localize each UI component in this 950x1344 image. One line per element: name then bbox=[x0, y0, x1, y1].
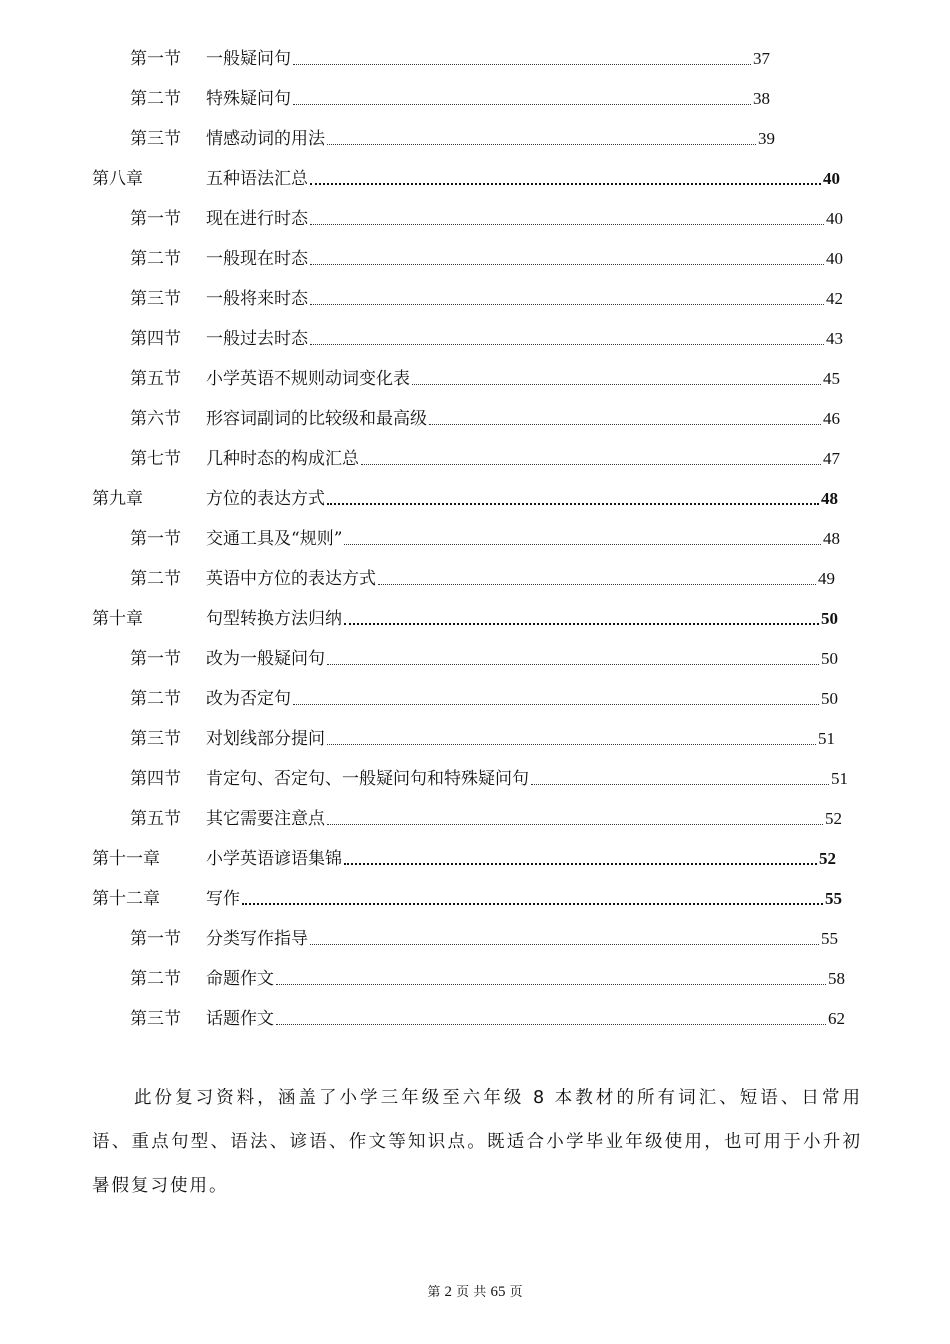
toc-section-row[interactable] bbox=[130, 122, 775, 150]
toc-leader-dots bbox=[293, 64, 751, 65]
toc-page-number: 62 bbox=[828, 1009, 845, 1028]
toc-title: 对划线部分提问 bbox=[206, 729, 325, 749]
toc-title: 其它需要注意点 bbox=[206, 809, 325, 829]
toc-label: 第五节 bbox=[130, 369, 181, 389]
toc-label: 第十章 bbox=[92, 609, 143, 629]
toc-page-number: 40 bbox=[826, 249, 843, 268]
toc-section-row[interactable] bbox=[130, 522, 840, 550]
toc-section-row[interactable] bbox=[130, 682, 838, 710]
toc-section-row[interactable] bbox=[130, 322, 843, 350]
toc-title: 一般疑问句 bbox=[206, 49, 291, 69]
toc-page-number: 38 bbox=[753, 89, 770, 108]
toc-section-row[interactable] bbox=[130, 922, 838, 950]
toc-label: 第十一章 bbox=[92, 849, 160, 869]
toc-section-row[interactable] bbox=[130, 362, 840, 390]
toc-page-number: 52 bbox=[819, 849, 836, 868]
toc-title: 方位的表达方式 bbox=[206, 489, 325, 509]
intro-paragraph: 此份复习资料，涵盖了小学三年级至六年级 8 本教材的所有词汇、短语、日常用语、重点句型、语法、谚语、作文等知识点。既适合小学毕业年级使用，也可用于小升初暑假复习使用。 bbox=[92, 1088, 862, 1196]
toc-page-number: 49 bbox=[818, 569, 835, 588]
toc-title: 交通工具及“规则” bbox=[206, 529, 343, 549]
toc-title: 改为一般疑问句 bbox=[206, 649, 325, 669]
toc-label: 第二节 bbox=[130, 969, 181, 989]
toc-leader-dots bbox=[310, 264, 824, 265]
toc-leader-dots bbox=[531, 784, 829, 785]
toc-page-number: 40 bbox=[826, 209, 843, 228]
toc-page-number: 48 bbox=[823, 529, 840, 548]
toc-leader-dots bbox=[327, 664, 819, 665]
toc-chapter-row[interactable] bbox=[92, 162, 840, 190]
toc-label: 第一节 bbox=[130, 209, 181, 229]
toc-leader-dots bbox=[429, 424, 821, 425]
toc-title: 情感动词的用法 bbox=[206, 129, 325, 149]
toc-label: 第二节 bbox=[130, 689, 181, 709]
toc-section-row[interactable] bbox=[130, 202, 843, 230]
page-footer bbox=[0, 1281, 950, 1301]
toc-label: 第二节 bbox=[130, 249, 181, 269]
toc-label: 第九章 bbox=[92, 489, 143, 509]
toc-page-number: 52 bbox=[825, 809, 842, 828]
toc-label: 第一节 bbox=[130, 529, 181, 549]
toc-section-row[interactable] bbox=[130, 562, 835, 590]
toc-label: 第三节 bbox=[130, 729, 181, 749]
toc-leader-dots bbox=[310, 344, 824, 345]
toc-leader-dots bbox=[327, 503, 819, 505]
toc-title: 一般将来时态 bbox=[206, 289, 308, 309]
toc-leader-dots bbox=[327, 744, 816, 745]
toc-section-row[interactable] bbox=[130, 42, 770, 70]
toc-label: 第一节 bbox=[130, 929, 181, 949]
toc-leader-dots bbox=[293, 104, 751, 105]
toc-leader-dots bbox=[344, 544, 821, 545]
toc-title: 肯定句、否定句、一般疑问句和特殊疑问句 bbox=[206, 769, 529, 789]
footer-prefix: 第 bbox=[427, 1285, 441, 1300]
toc-leader-dots bbox=[310, 183, 821, 185]
toc-label: 第三节 bbox=[130, 1009, 181, 1029]
toc-leader-dots bbox=[344, 863, 817, 865]
toc-leader-dots bbox=[378, 584, 816, 585]
toc-page-number: 50 bbox=[821, 689, 838, 708]
toc-section-row[interactable] bbox=[130, 82, 770, 110]
toc-leader-dots bbox=[327, 824, 823, 825]
toc-page-number: 46 bbox=[823, 409, 840, 428]
toc-title: 分类写作指导 bbox=[206, 929, 308, 949]
toc-leader-dots bbox=[310, 224, 824, 225]
toc-title: 五种语法汇总 bbox=[206, 169, 308, 189]
toc-leader-dots bbox=[327, 144, 756, 145]
toc-label: 第二节 bbox=[130, 569, 181, 589]
toc-title: 小学英语谚语集锦 bbox=[206, 849, 342, 869]
toc-page-number: 50 bbox=[821, 609, 838, 628]
footer-suffix: 页 bbox=[509, 1285, 523, 1300]
toc-page-number: 40 bbox=[823, 169, 840, 188]
toc-page-number: 47 bbox=[823, 449, 840, 468]
toc-section-row[interactable] bbox=[130, 402, 840, 430]
footer-middle: 页 共 bbox=[456, 1285, 487, 1300]
toc-chapter-row[interactable] bbox=[92, 882, 842, 910]
toc-label: 第四节 bbox=[130, 769, 181, 789]
toc-leader-dots bbox=[412, 384, 821, 385]
toc-section-row[interactable] bbox=[130, 762, 848, 790]
footer-page-number: 2 bbox=[444, 1284, 453, 1300]
toc-label: 第一节 bbox=[130, 49, 181, 69]
toc-leader-dots bbox=[242, 903, 823, 905]
toc-section-row[interactable] bbox=[130, 1002, 845, 1030]
footer-total-pages: 65 bbox=[490, 1284, 506, 1300]
toc-title: 命题作文 bbox=[206, 969, 274, 989]
toc-title: 英语中方位的表达方式 bbox=[206, 569, 376, 589]
toc-page-number: 51 bbox=[818, 729, 835, 748]
toc-label: 第十二章 bbox=[92, 889, 160, 909]
toc-label: 第三节 bbox=[130, 129, 181, 149]
toc-leader-dots bbox=[293, 704, 819, 705]
toc-section-row[interactable] bbox=[130, 802, 842, 830]
toc-chapter-row[interactable] bbox=[92, 842, 836, 870]
toc-chapter-row[interactable] bbox=[92, 602, 838, 630]
toc-title: 一般过去时态 bbox=[206, 329, 308, 349]
toc-leader-dots bbox=[276, 1024, 826, 1025]
toc-page-number: 58 bbox=[828, 969, 845, 988]
toc-page-number: 50 bbox=[821, 649, 838, 668]
toc-title: 几种时态的构成汇总 bbox=[206, 449, 359, 469]
toc-leader-dots bbox=[310, 944, 819, 945]
toc-section-row[interactable] bbox=[130, 282, 843, 310]
toc-title: 现在进行时态 bbox=[206, 209, 308, 229]
toc-title: 特殊疑问句 bbox=[206, 89, 291, 109]
toc-title: 话题作文 bbox=[206, 1009, 274, 1029]
toc-page-number: 37 bbox=[753, 49, 770, 68]
toc-page-number: 45 bbox=[823, 369, 840, 388]
toc-title: 句型转换方法归纳 bbox=[206, 609, 342, 629]
toc-leader-dots bbox=[276, 984, 826, 985]
toc-label: 第三节 bbox=[130, 289, 181, 309]
toc-title: 一般现在时态 bbox=[206, 249, 308, 269]
toc-chapter-row[interactable] bbox=[92, 482, 838, 510]
toc-leader-dots bbox=[361, 464, 821, 465]
toc-title: 小学英语不规则动词变化表 bbox=[206, 369, 410, 389]
toc-title: 改为否定句 bbox=[206, 689, 291, 709]
toc-label: 第一节 bbox=[130, 649, 181, 669]
toc-section-row[interactable] bbox=[130, 442, 840, 470]
toc-page-number: 48 bbox=[821, 489, 838, 508]
toc-page-number: 55 bbox=[825, 889, 842, 908]
toc-label: 第五节 bbox=[130, 809, 181, 829]
toc-page-number: 43 bbox=[826, 329, 843, 348]
toc-title: 形容词副词的比较级和最高级 bbox=[206, 409, 427, 429]
toc-section-row[interactable] bbox=[130, 962, 845, 990]
toc-section-row[interactable] bbox=[130, 242, 843, 270]
toc-label: 第八章 bbox=[92, 169, 143, 189]
toc-label: 第七节 bbox=[130, 449, 181, 469]
toc-label: 第二节 bbox=[130, 89, 181, 109]
toc-page-number: 51 bbox=[831, 769, 848, 788]
toc-section-row[interactable] bbox=[130, 642, 838, 670]
toc-page-number: 39 bbox=[758, 129, 775, 148]
toc-label: 第四节 bbox=[130, 329, 181, 349]
toc-leader-dots bbox=[344, 623, 819, 625]
toc-title: 写作 bbox=[206, 889, 240, 909]
toc-page-number: 42 bbox=[826, 289, 843, 308]
toc-page-number: 55 bbox=[821, 929, 838, 948]
toc-leader-dots bbox=[310, 304, 824, 305]
toc-section-row[interactable] bbox=[130, 722, 835, 750]
toc-label: 第六节 bbox=[130, 409, 181, 429]
